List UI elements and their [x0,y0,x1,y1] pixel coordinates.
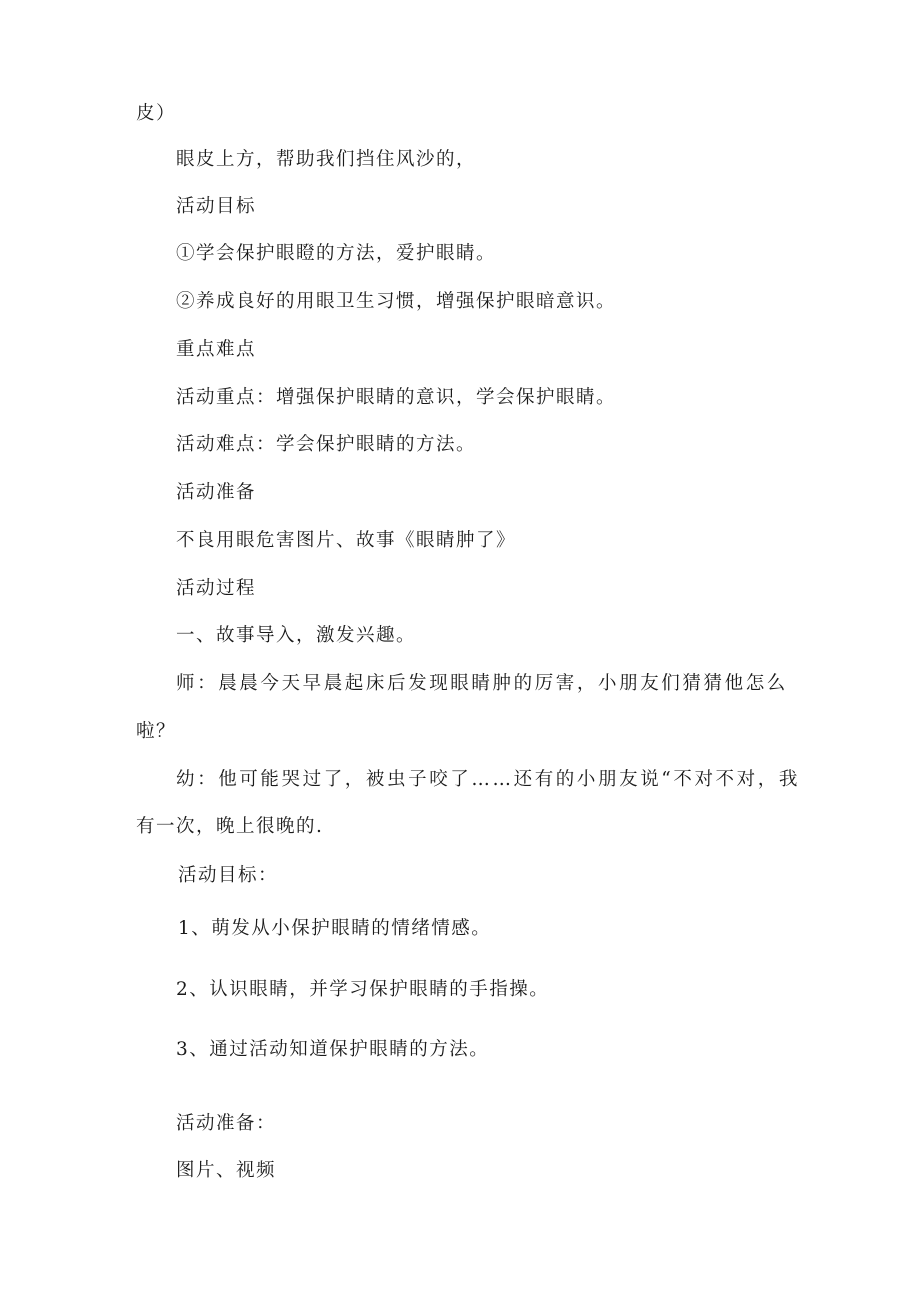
process-step-1: 一、故事导入，激发兴趣。 [176,625,417,646]
section-heading-key-points: 重点难点 [176,339,257,360]
child-dialogue-continued: 有一次，晚上很晚的. [136,816,324,837]
preparation-materials: 不良用眼危害图片、故事《眼睛肿了》 [176,530,517,551]
section-heading-goals-2: 活动目标： [178,865,279,886]
section-heading-preparation: 活动准备 [176,482,257,503]
key-point-difficulty: 活动难点：学会保护眼睛的方法。 [176,434,477,455]
section-heading-process: 活动过程 [176,578,257,599]
goal-item-2: ②养成良好的用眼卫生习惯，增强保护眼暗意识。 [176,291,617,312]
section-heading-goals: 活动目标 [176,196,257,217]
teacher-dialogue-continued: 啦？ [136,721,177,742]
text-line-eyelid: 眼皮上方，帮助我们挡住风沙的， [176,149,477,170]
section-heading-preparation-2: 活动准备： [176,1113,277,1134]
text-line-continuation: 皮） [136,103,177,124]
child-dialogue: 幼：他可能哭过了，被虫子咬了……还有的小朋友说“不对不对，我 [176,769,800,790]
goal-2-item-2: 2、认识眼睛，并学习保护眼睛的手指操。 [176,979,550,1000]
goal-2-item-3: 3、通过活动知道保护眼睛的方法。 [176,1039,490,1060]
goal-2-item-1: 1、萌发从小保护眼睛的情绪情感。 [178,918,492,939]
preparation-2-materials: 图片、视频 [176,1160,277,1181]
teacher-dialogue: 师：晨晨今天早晨起床后发现眼睛肿的厉害，小朋友们猜猜他怎么 [176,673,788,694]
key-point-focus: 活动重点：增强保护眼睛的意识，学会保护眼睛。 [176,387,617,408]
goal-item-1: ①学会保护眼瞪的方法，爱护眼睛。 [176,243,497,264]
